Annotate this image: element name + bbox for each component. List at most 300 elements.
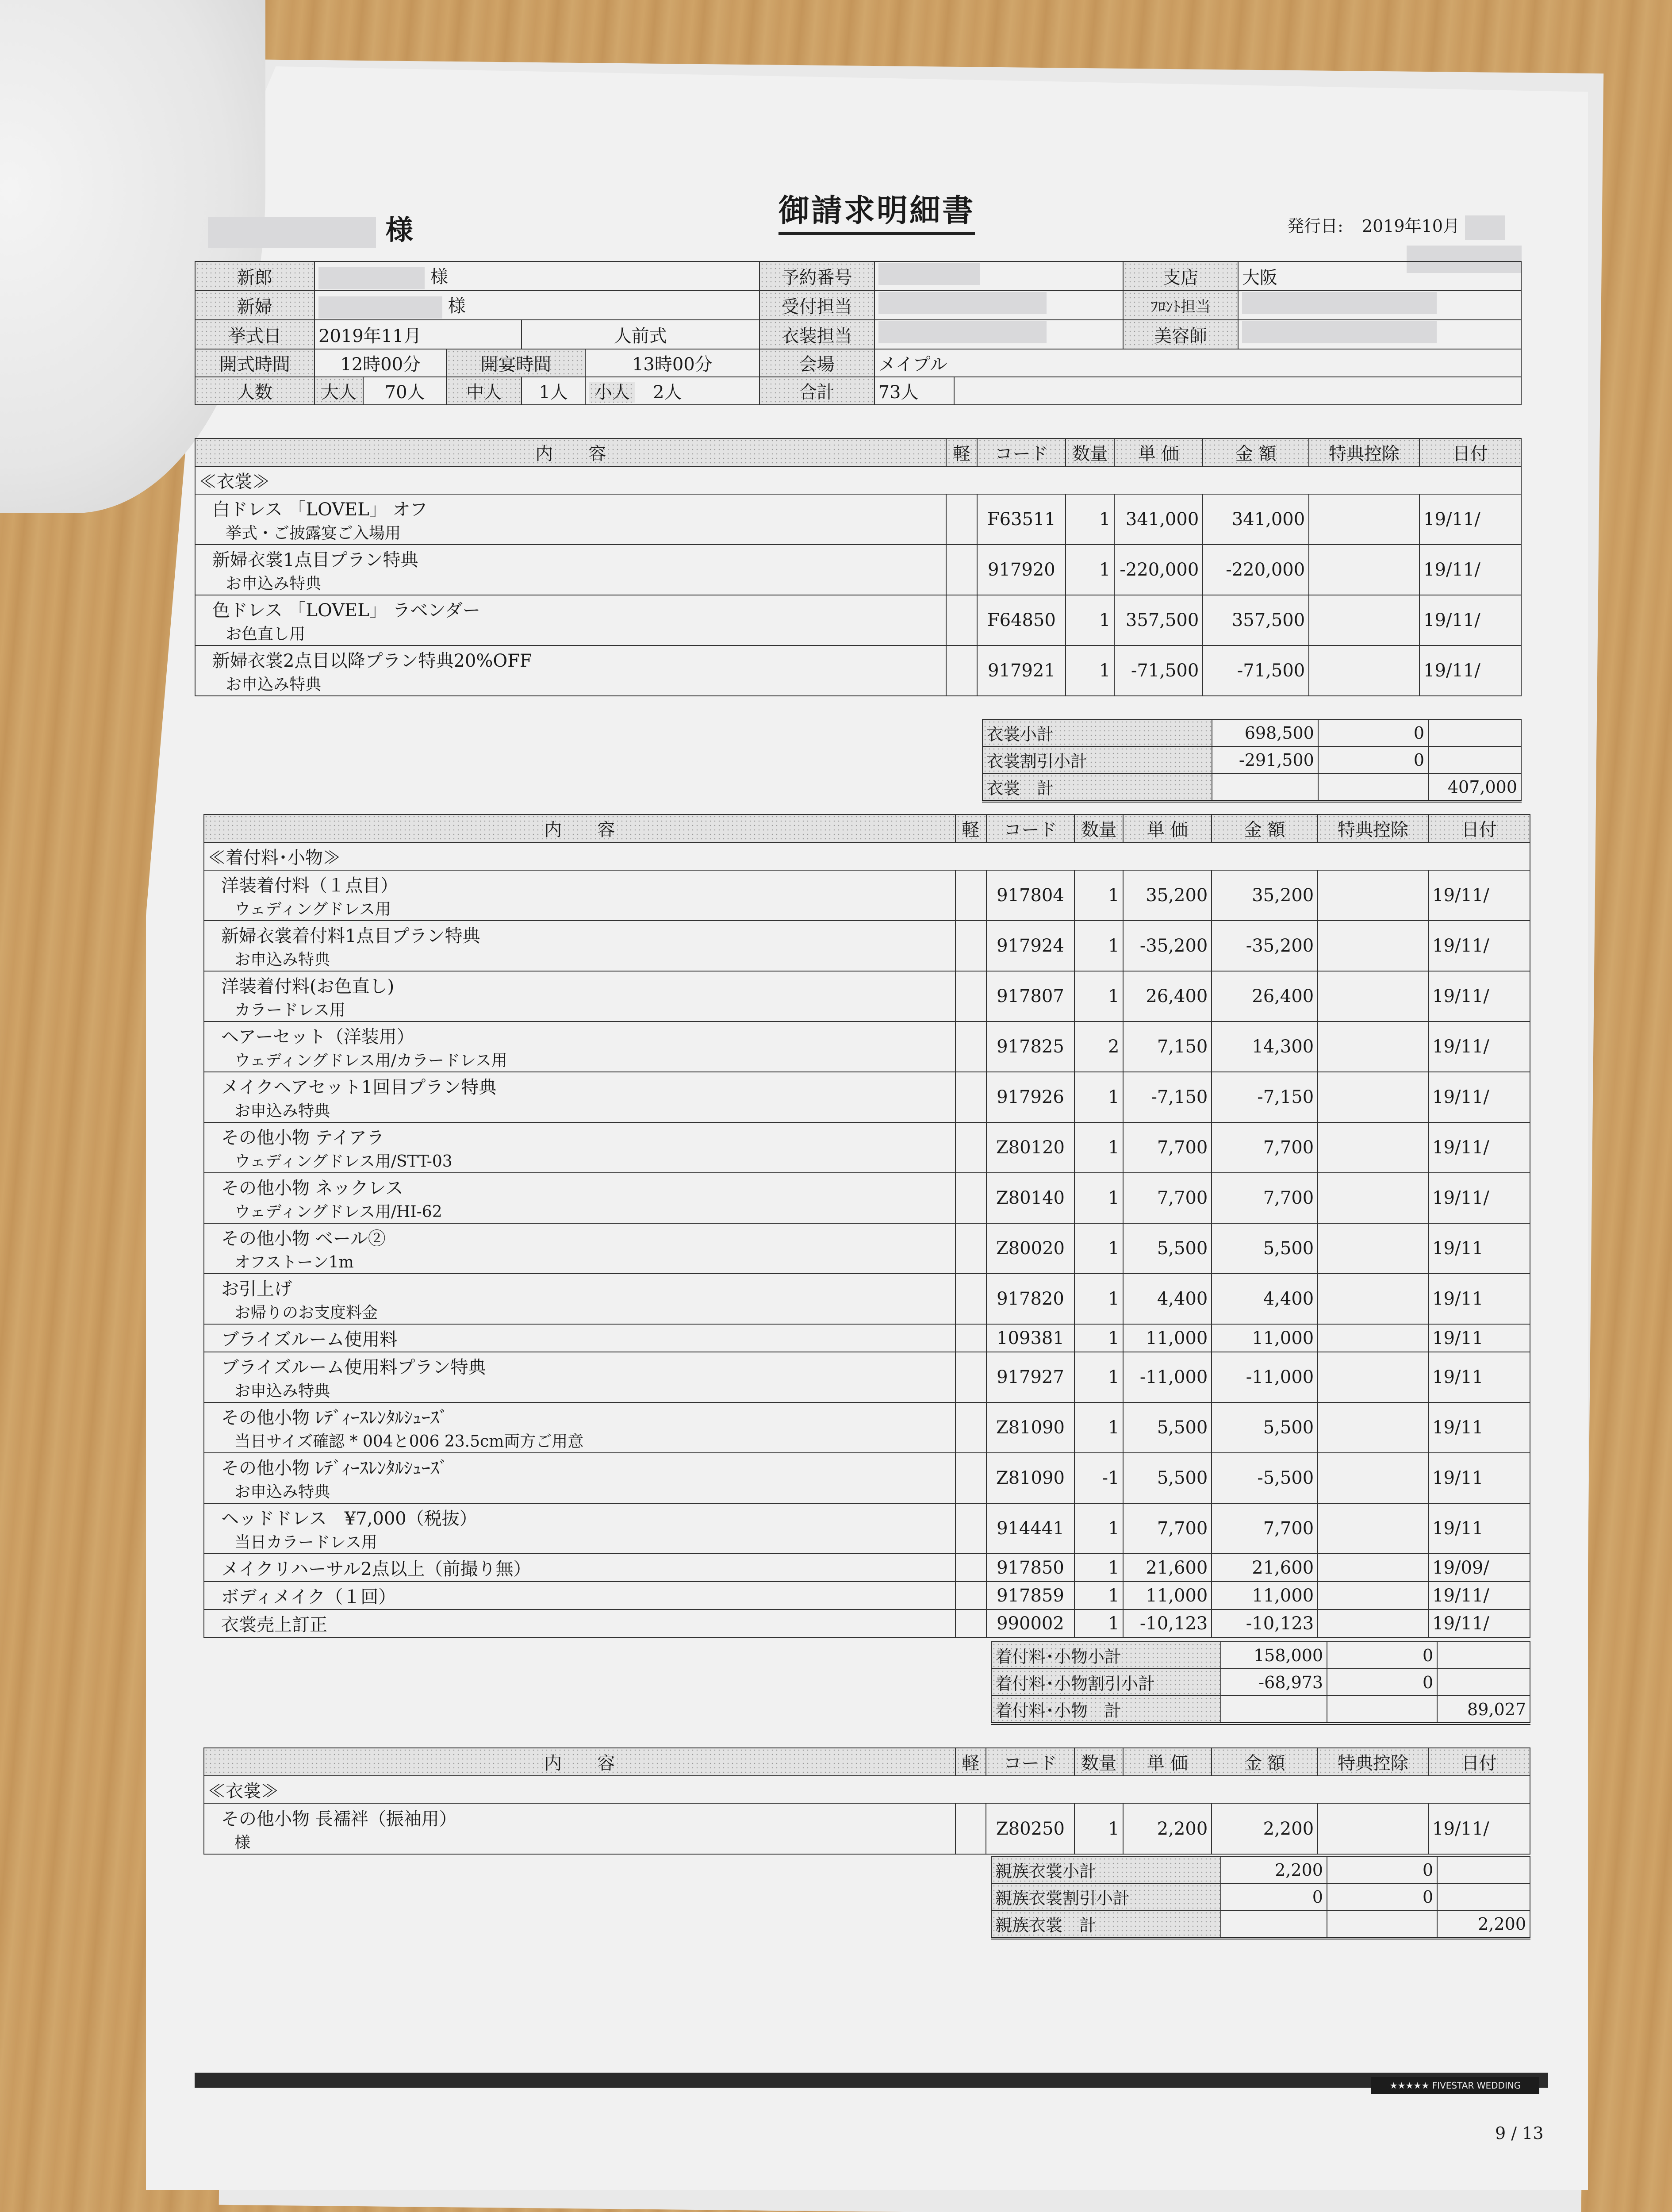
deduct-cell [1318,1223,1428,1274]
deduct-cell [1318,1503,1428,1554]
date-cell: 19/11 [1428,1324,1530,1352]
price-cell: 5,500 [1123,1402,1212,1453]
col-amount: 金 額 [1212,814,1318,842]
qty-cell: 1 [1074,1223,1123,1274]
total-amount [1221,1910,1327,1938]
item-note: ウェディングドレス用/HI-62 [234,1203,442,1221]
date-cell: 19/11/ [1428,1022,1530,1072]
col-deduct: 特典控除 [1309,438,1419,466]
price-cell: -220,000 [1114,545,1203,595]
footer-bar [195,2073,1548,2088]
name-cell [195,494,946,545]
total-label: 親族衣裳小計 [991,1856,1221,1883]
code-cell: Z81090 [986,1402,1075,1453]
costume-staff-label: 衣装担当 [759,320,874,349]
code-cell: 917920 [977,545,1066,595]
date-cell: 19/11/ [1428,1804,1530,1854]
redacted-reservation [878,263,980,285]
branch-label: 支店 [1123,261,1238,291]
totals-row [991,1696,1530,1724]
table-row [195,595,1521,645]
total-label: 親族衣裳割引小計 [991,1883,1221,1910]
item-name: ブライズルーム使用料 [221,1329,398,1350]
redacted-costume-staff [878,321,1047,343]
customer-info-table [195,261,1522,405]
name-cell [204,1352,955,1402]
redacted-stylist [1242,321,1437,343]
amount-cell: 5,500 [1212,1223,1318,1274]
item-name: 色ドレス 「LOVEL」 ラベンダー [212,600,480,621]
qty-cell: -1 [1074,1453,1123,1503]
table-row [195,645,1521,696]
bride-suffix: 様 [448,296,466,316]
item-note: お帰りのお支度料金 [234,1304,378,1322]
stylist-label: 美容師 [1123,320,1238,349]
code-cell: 917859 [986,1582,1075,1609]
date-cell: 19/09/ [1428,1554,1530,1582]
start-time: 12時00分 [314,349,446,377]
total-amount: -291,500 [1212,746,1318,773]
addressee [208,208,413,248]
item-name: ブライズルーム使用料プラン特典 [221,1357,486,1378]
party-time-label: 開宴時間 [446,349,585,377]
date-cell: 19/11/ [1419,595,1521,645]
date-cell: 19/11/ [1428,870,1530,921]
name-cell [204,1173,955,1223]
code-cell: 917924 [986,921,1075,971]
amount-cell: 35,200 [1212,870,1318,921]
price-cell: 5,500 [1123,1223,1212,1274]
qty-cell: 1 [1074,971,1123,1022]
date-cell: 19/11/ [1428,1582,1530,1609]
amount-cell: -220,000 [1203,545,1309,595]
qty-cell: 1 [1066,645,1114,696]
table-row [204,1609,1530,1637]
name-cell [204,1223,955,1274]
amount-cell: 7,700 [1212,1503,1318,1554]
light-cell [955,1453,986,1503]
adult-label: 大人 [314,377,363,405]
costume-staff-value [874,320,1123,349]
price-cell: -71,500 [1114,645,1203,696]
price-cell: 26,400 [1123,971,1212,1022]
name-cell [204,921,955,971]
col-qty: 数量 [1074,814,1123,842]
light-cell [946,595,977,645]
table-row [204,1274,1530,1324]
item-note: ウェディングドレス用/カラードレス用 [234,1052,507,1070]
item-note: 当日カラードレス用 [234,1533,377,1551]
light-cell [955,1173,986,1223]
col-price: 単 価 [1123,1748,1212,1776]
code-cell: 917850 [986,1554,1075,1582]
table-row [204,1554,1530,1582]
name-cell [204,1022,955,1072]
total-sum [1437,1856,1530,1883]
col-amount: 金 額 [1212,1748,1318,1776]
stylist-value [1238,320,1521,349]
item-name: 洋装着付料(お色直し) [221,976,395,997]
light-cell [955,1122,986,1173]
qty-cell: 1 [1066,595,1114,645]
total-label: 着付料･小物 計 [991,1696,1221,1724]
item-note: お申込み特典 [234,1102,330,1120]
amount-cell: 7,700 [1212,1122,1318,1173]
item-note: お色直し用 [226,625,306,643]
dressing-totals [991,1641,1530,1725]
price-cell: -35,200 [1123,921,1212,971]
date-cell: 19/11 [1428,1352,1530,1402]
deduct-cell [1318,1402,1428,1453]
col-qty: 数量 [1074,1748,1123,1776]
venue-label: 会場 [759,349,874,377]
item-name: ヘッドドレス ¥7,000（税抜） [221,1509,477,1529]
family-costume-totals [991,1856,1530,1939]
deduct-cell [1318,1352,1428,1402]
light-cell [946,545,977,595]
item-name: お引上げ [221,1279,292,1299]
name-cell [195,645,946,696]
item-name: 洋装着付料（１点目） [221,876,398,896]
name-cell [204,1804,955,1854]
col-deduct: 特典控除 [1318,1748,1428,1776]
totals-row [991,1642,1530,1669]
date-cell: 19/11/ [1419,645,1521,696]
col-date: 日付 [1428,1748,1530,1776]
amount-cell: 7,700 [1212,1173,1318,1223]
table-row [204,1352,1530,1402]
total-label: 衣裳割引小計 [982,746,1212,773]
item-note: 挙式・ご披露宴ご入場用 [226,524,401,542]
table-row [195,545,1521,595]
qty-cell: 1 [1074,1609,1123,1637]
table-row [204,1453,1530,1503]
col-light: 軽 [946,438,977,466]
child-count: 2人 [653,382,682,403]
date-cell: 19/11/ [1428,1173,1530,1223]
light-cell [955,1223,986,1274]
item-name: 新婦衣裳着付料1点目プラン特典 [221,926,480,946]
total-deduct [1327,1910,1437,1938]
total-amount: 698,500 [1212,719,1318,746]
item-note: 様 [234,1834,251,1852]
total-amount: 158,000 [1221,1642,1327,1669]
col-price: 単 価 [1114,438,1203,466]
totals-row [982,719,1521,746]
qty-cell: 1 [1066,545,1114,595]
table-row [204,1503,1530,1554]
branch-value: 大阪 [1238,261,1521,291]
amount-cell: -11,000 [1212,1352,1318,1402]
amount-cell: 4,400 [1212,1274,1318,1324]
name-cell [204,870,955,921]
item-note: ウェディングドレス用/STT-03 [234,1152,453,1171]
light-cell [955,1582,986,1609]
deduct-cell [1309,545,1419,595]
item-note: お申込み特典 [226,575,322,593]
deduct-cell [1318,1173,1428,1223]
issue-date: 2019年10月 [1361,216,1460,236]
amount-cell: 26,400 [1212,971,1318,1022]
qty-cell: 1 [1074,1402,1123,1453]
item-note: お申込み特典 [234,1382,330,1400]
deduct-cell [1309,645,1419,696]
price-cell: 11,000 [1123,1582,1212,1609]
light-cell [955,1402,986,1453]
qty-cell: 1 [1074,1122,1123,1173]
page-title: 御請求明細書 [778,186,975,235]
child-cell [585,377,759,405]
qty-cell: 1 [1074,1582,1123,1609]
deduct-cell [1318,1324,1428,1352]
party-time: 13時00分 [585,349,759,377]
date-cell: 19/11/ [1428,921,1530,971]
code-cell: Z80020 [986,1223,1075,1274]
date-cell: 19/11/ [1419,545,1521,595]
name-cell [195,595,946,645]
total-amount: 0 [1221,1883,1327,1910]
table-row [204,1223,1530,1274]
amount-cell: 11,000 [1212,1324,1318,1352]
item-name: その他小物 ベール② [221,1229,386,1249]
item-name: 衣裳売上訂正 [221,1615,327,1635]
price-cell: 7,700 [1123,1173,1212,1223]
total-sum: 407,000 [1428,773,1521,801]
light-cell [955,1022,986,1072]
col-code: コード [977,438,1066,466]
col-light: 軽 [955,1748,986,1776]
item-name: その他小物 長襦袢（振袖用） [221,1809,457,1829]
total-deduct: 0 [1318,746,1428,773]
table-row [204,971,1530,1022]
light-cell [955,1804,986,1854]
code-cell: 917804 [986,870,1075,921]
redacted-groom [318,267,425,289]
qty-cell: 1 [1074,1804,1123,1854]
total-sum: 2,200 [1437,1910,1530,1938]
col-content: 内 容 [204,1748,955,1776]
name-cell [204,1122,955,1173]
table-row [204,870,1530,921]
redacted-name [208,217,376,248]
deduct-cell [1318,870,1428,921]
bride-name [314,291,759,320]
item-name: ヘアーセット（洋装用） [221,1027,414,1047]
name-cell [204,1453,955,1503]
total-sum [1428,746,1521,773]
costume-totals [982,719,1522,803]
amount-cell: -71,500 [1203,645,1309,696]
col-content: 内 容 [195,438,946,466]
table-row [204,1072,1530,1122]
name-cell [204,1554,955,1582]
name-cell [204,1324,955,1352]
totals-row [982,773,1521,801]
item-note: ウェディングドレス用 [234,900,391,918]
total-deduct: 0 [1327,1883,1437,1910]
amount-cell: -7,150 [1212,1072,1318,1122]
totals-row [991,1856,1530,1883]
totals-row [991,1910,1530,1938]
total-sum [1437,1669,1530,1696]
item-name: ボディメイク（１回） [221,1587,396,1607]
code-cell: 990002 [986,1609,1075,1637]
deduct-cell [1318,1554,1428,1582]
total-label: 親族衣裳 計 [991,1910,1221,1938]
price-cell: -11,000 [1123,1352,1212,1402]
total-deduct [1318,773,1428,801]
total-label: 着付料･小物割引小計 [991,1669,1221,1696]
item-name: メイクヘアセット1回目プラン特典 [221,1077,497,1098]
total-sum [1428,719,1521,746]
deduct-cell [1318,1274,1428,1324]
light-cell [955,1503,986,1554]
table-header [195,438,1521,466]
item-note: オフストーン1m [234,1253,354,1271]
front-value [1238,291,1521,320]
light-cell [955,971,986,1022]
date-cell: 19/11/ [1428,971,1530,1022]
total-label: 着付料･小物小計 [991,1642,1221,1669]
amount-cell: 21,600 [1212,1554,1318,1582]
table-header [204,1748,1530,1776]
col-date: 日付 [1419,438,1521,466]
total-label: 衣裳小計 [982,719,1212,746]
deduct-cell [1318,1609,1428,1637]
redacted-bride [318,296,442,319]
code-cell: F63511 [977,494,1066,545]
totals-row [982,746,1521,773]
price-cell: -7,150 [1123,1072,1212,1122]
qty-cell: 1 [1074,870,1123,921]
table-row [195,494,1521,545]
qty-cell: 1 [1074,1554,1123,1582]
issue-label: 発行日: [1287,216,1343,236]
deduct-cell [1318,1122,1428,1173]
date-cell: 19/11/ [1419,494,1521,545]
name-cell [195,545,946,595]
adult-count: 70人 [363,377,446,405]
middle-count: 1人 [522,377,585,405]
deduct-cell [1318,921,1428,971]
total-label: 衣裳 計 [982,773,1212,801]
light-cell [946,645,977,696]
amount-cell: 2,200 [1212,1804,1318,1854]
total-sum: 89,027 [1437,1696,1530,1724]
deduct-cell [1318,1453,1428,1503]
deduct-cell [1318,1582,1428,1609]
total-amount [1221,1696,1327,1724]
amount-cell: 341,000 [1203,494,1309,545]
item-name: その他小物 ﾚﾃﾞｨｰｽﾚﾝﾀﾙｼｭｰｽﾞ [221,1408,448,1428]
amount-cell: -10,123 [1212,1609,1318,1637]
date-cell: 19/11 [1428,1453,1530,1503]
col-qty: 数量 [1066,438,1114,466]
light-cell [955,921,986,971]
qty-cell: 1 [1074,1352,1123,1402]
name-cell [204,1274,955,1324]
item-note: カラードレス用 [234,1001,345,1019]
start-time-label: 開式時間 [195,349,314,377]
totals-row [991,1883,1530,1910]
deduct-cell [1318,971,1428,1022]
col-code: コード [986,1748,1074,1776]
total-amount: 2,200 [1221,1856,1327,1883]
amount-cell: -35,200 [1212,921,1318,971]
total-deduct: 0 [1327,1642,1437,1669]
name-cell [204,1582,955,1609]
info-empty [954,377,1521,405]
ceremony-date: 2019年11月 [314,320,522,349]
price-cell: 35,200 [1123,870,1212,921]
qty-cell: 1 [1074,1503,1123,1554]
light-cell [955,870,986,921]
price-cell: 4,400 [1123,1274,1212,1324]
brand-logo: ★★★★★ FIVESTAR WEDDING [1371,2077,1539,2094]
ceremony-type: 人前式 [522,320,759,349]
item-name: 新婦衣裳1点目プラン特典 [212,550,418,570]
total-deduct: 0 [1318,719,1428,746]
light-cell [955,1324,986,1352]
groom-suffix: 様 [430,267,448,287]
redacted-reception [878,292,1047,314]
table-row [204,921,1530,971]
date-cell: 19/11 [1428,1503,1530,1554]
qty-cell: 1 [1074,1072,1123,1122]
price-cell: 7,150 [1123,1022,1212,1072]
page-number: 9 / 13 [1495,2124,1544,2143]
total-sum [1437,1883,1530,1910]
amount-cell: 14,300 [1212,1022,1318,1072]
qty-cell: 2 [1074,1022,1123,1072]
guests-label: 人数 [195,377,314,405]
light-cell [946,494,977,545]
item-note: お申込み特典 [226,676,322,694]
qty-cell: 1 [1074,921,1123,971]
dressing-table [203,814,1530,1638]
section-heading: ≪着付料･小物≫ [204,842,1530,870]
code-cell: 917820 [986,1274,1075,1324]
date-cell: 19/11/ [1428,1072,1530,1122]
item-note: お申込み特典 [234,1483,330,1501]
name-cell [204,1609,955,1637]
code-cell: 917926 [986,1072,1075,1122]
issue-date-block [1287,212,1505,240]
col-amount: 金 額 [1203,438,1309,466]
qty-cell: 1 [1074,1173,1123,1223]
date-cell: 19/11 [1428,1402,1530,1453]
table-row [204,1122,1530,1173]
amount-cell: 357,500 [1203,595,1309,645]
item-name: その他小物 テイアラ [221,1128,384,1148]
total-amount [1212,773,1318,801]
total-sum [1437,1642,1530,1669]
code-cell: 917825 [986,1022,1075,1072]
light-cell [955,1072,986,1122]
item-name: 白ドレス 「LOVEL」 オフ [212,499,428,520]
amount-cell: -5,500 [1212,1453,1318,1503]
code-cell: 917927 [986,1352,1075,1402]
price-cell: 7,700 [1123,1122,1212,1173]
costume-table [195,438,1522,696]
item-name: 新婦衣裳2点目以降プラン特典20%OFF [212,651,532,671]
price-cell: 357,500 [1114,595,1203,645]
family-costume-table [203,1747,1530,1855]
name-cell [204,1503,955,1554]
bride-label: 新婦 [195,291,314,320]
table-row [204,1402,1530,1453]
col-content: 内 容 [204,814,955,842]
